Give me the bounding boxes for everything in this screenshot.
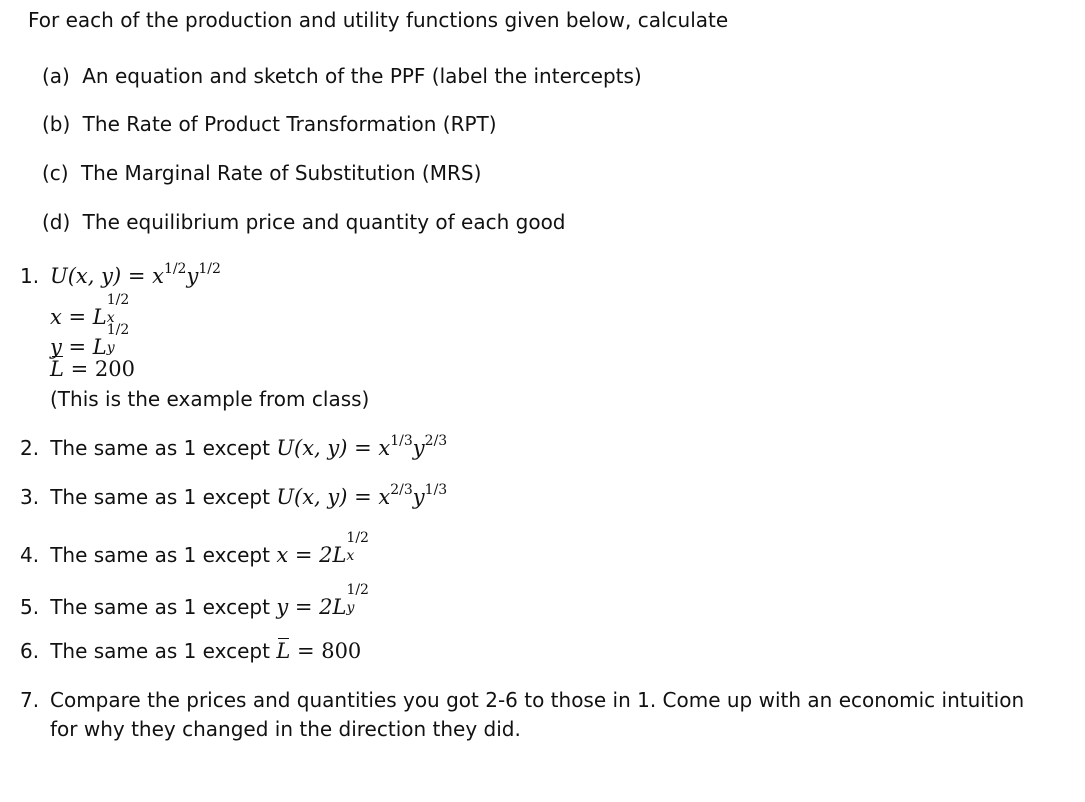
problem-4-number: 4. — [20, 543, 40, 567]
problem-2-text: The same as 1 except — [50, 436, 277, 460]
utility-x: x — [152, 264, 164, 288]
problem-4 — [20, 530, 374, 567]
part-d-label: (d) — [42, 210, 71, 234]
problem-2-number: 2. — [20, 436, 40, 460]
problem-2-x-exponent: 1/3 — [390, 433, 413, 449]
problem-1-y-production — [50, 322, 135, 359]
part-a — [42, 64, 642, 88]
problem-7-number: 7. — [20, 688, 40, 712]
part-a-label: (a) — [42, 64, 70, 88]
problem-4-math: x = 2L — [276, 543, 347, 567]
utility-y-exponent: 1/2 — [198, 261, 221, 277]
utility-x-exponent: 1/2 — [163, 261, 187, 277]
problem-7-line-1: Compare the prices and quantities you got 2-6 to those in 1. Come up with an economic intuition — [50, 688, 1025, 712]
part-c-text: The Marginal Rate of Substitution (MRS) — [80, 161, 482, 185]
problem-4-subscript: x — [346, 548, 355, 564]
problem-1-note: (This is the example from class) — [50, 387, 370, 411]
problem-4-exponent: 1/2 — [346, 530, 369, 546]
problem-2-y: y — [412, 436, 425, 460]
problem-3-x-exponent: 2/3 — [390, 482, 413, 498]
problem-5-exponent: 1/2 — [346, 582, 369, 598]
problem-3-number: 3. — [20, 485, 40, 509]
x-production-exponent: 1/2 — [106, 292, 130, 308]
problem-5-text: The same as 1 except — [50, 595, 277, 619]
problem-3-y-exponent: 1/3 — [424, 482, 448, 498]
problem-4-text: The same as 1 except — [50, 543, 277, 567]
y-production-lhs: y = L — [50, 335, 107, 359]
problem-5-math: y = 2L — [276, 595, 347, 619]
part-a-text: An equation and sketch of the PPF (label the intercepts) — [82, 64, 642, 88]
problem-2-y-exponent: 2/3 — [424, 433, 448, 449]
problem-6-labor-value: = 800 — [290, 639, 362, 663]
part-c — [42, 161, 481, 185]
x-production-subscript: x — [106, 310, 115, 326]
intro-text: For each of the production and utility functions given below, calculate — [28, 8, 729, 32]
problem-7-line-2: for why they changed in the direction they did. — [50, 717, 521, 741]
problem-5-number: 5. — [20, 595, 40, 619]
problem-3 — [20, 482, 448, 512]
problem-5-subscript: y — [346, 600, 355, 616]
part-d — [42, 210, 566, 234]
labor-bar-symbol: L — [50, 357, 64, 381]
part-d-text: The equilibrium price and quantity of each good — [82, 210, 566, 234]
x-production-lhs: x = L — [50, 305, 107, 329]
part-b — [42, 112, 497, 136]
utility-lhs: U(x, y) = — [50, 264, 153, 288]
y-production-exponent: 1/2 — [106, 322, 130, 338]
problem-3-y: y — [412, 485, 425, 509]
problem-2-math: U(x, y) = x — [276, 436, 391, 460]
utility-y: y — [186, 264, 199, 288]
problem-3-math: U(x, y) = x — [276, 485, 391, 509]
problem-2 — [20, 433, 448, 463]
problem-5 — [20, 582, 374, 619]
problem-6-number: 6. — [20, 639, 40, 663]
problem-6-text: The same as 1 except — [50, 639, 277, 663]
part-c-label: (c) — [42, 161, 69, 185]
y-production-subscript: y — [106, 340, 115, 356]
labor-value: = 200 — [63, 357, 135, 381]
problem-1-utility — [50, 261, 221, 291]
problem-6-labor-bar-symbol: L — [276, 639, 291, 663]
part-b-label: (b) — [42, 112, 71, 136]
part-b-text: The Rate of Product Transformation (RPT) — [82, 112, 497, 136]
problem-6 — [20, 639, 361, 663]
problem-3-text: The same as 1 except — [50, 485, 277, 509]
problem-1-number: 1. — [20, 264, 40, 288]
problem-1-labor — [50, 357, 135, 381]
